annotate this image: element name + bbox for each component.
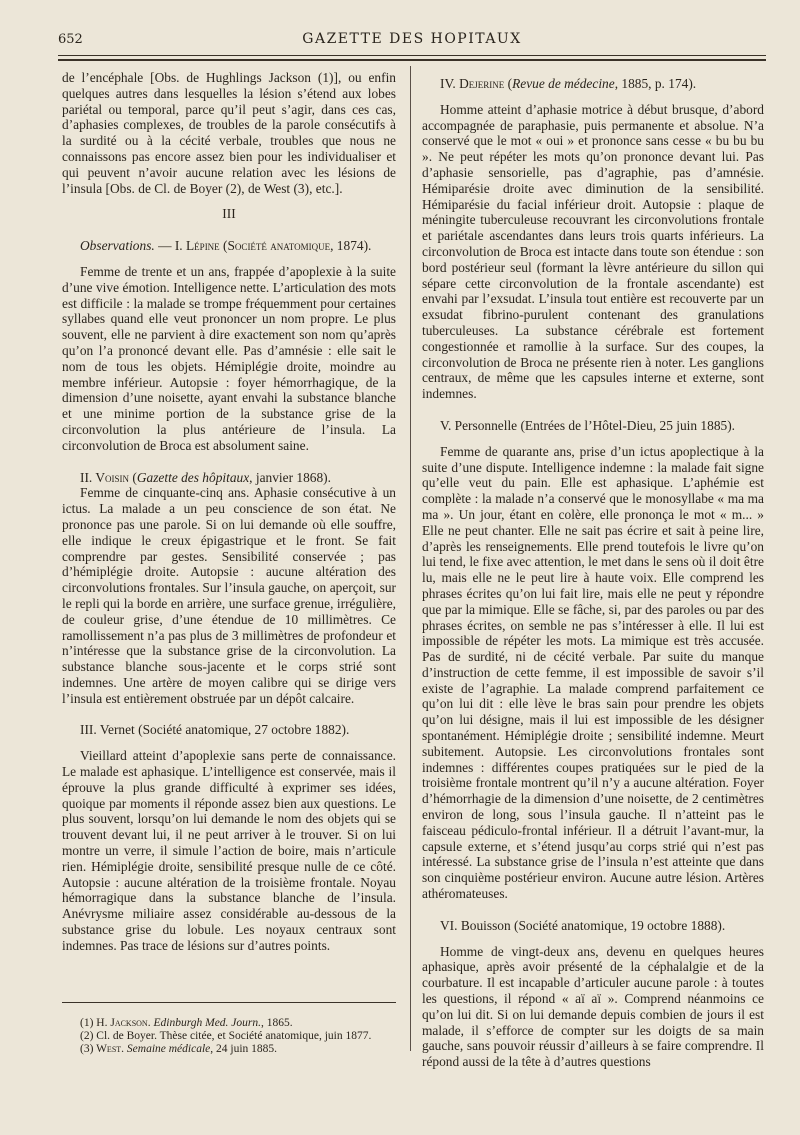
observation-2-body: Femme de cinquante-cinq ans. Aphasie consécutive à un ictus. La malade a un peu conscience de son état. Ne prononce pas une parole. Si on lui demande où elle souffre, elle indique le creux épigastrique et le front. Se fait comprendre par gestes. Sensibilité conservée ; pas d’hémiplégie droite. Autopsie : aucune altération des circonvolutions frontales. Sur l’insula gauche, on aperçoit, sur le repli qui la borde en arrière, une surface grenue, irrégulière, de couleur grise, d’une étendue de 10 millimètres. Ce ramollissement n’a pas plus de 3 millimètres de profondeur et n’intéresse que la substance grise de la circonvolution. La substance blanche sous-jacente et le corps strié sont indemnes. Une artère de moyen calibre qui se dirige vers l’insula est entièrement obstruée par un dépôt calcaire. xyxy=(62,485,396,706)
section-number: III xyxy=(222,206,236,222)
footnote-3: (3) West. Semaine médicale, 24 juin 1885. xyxy=(80,1043,278,1055)
observation-3-heading: III. Vernet (Société anatomique, 27 octobre 1882). xyxy=(80,722,350,738)
observation-1-source: — I. Lépine (Société anatomique, 1874). xyxy=(154,238,372,254)
observation-6-heading: VI. Bouisson (Société anatomique, 19 octobre 1888). xyxy=(440,917,726,933)
observation-4-heading: IV. Dejerine (Revue de médecine, 1885, p. 174). xyxy=(440,76,697,91)
intro-paragraph: de l’encéphale [Obs. de Hughlings Jackson (1)], ou enfin quelques autres dans lesquelles la lésion s’étend aux lobes pariétal ou temporal, parce qu’il peut s’agir, dans ces cas, d’aphasies complexes, de troubles de la parole consécutifs à la surdité ou à la cécité verbale, troubles que nous ne connaissons pas encore assez bien pour les individualiser et qui peuvent n’avoir aucune relation avec les lésions de l’insula [Obs. de Cl. de Boyer (2), de West (3), etc.]. xyxy=(62,70,396,196)
observation-6-body: Homme de vingt-deux ans, devenu en quelques heures aphasique, après avoir présenté de la céphalalgie et de la courbature. Il est incapable d’articuler aucune parole : à toutes les questions, il répond « aï aï ». Comprend néanmoins ce qu’on lui dit. Si on lui demande depuis combien de jours il est malade, il s’efforce de compter sur les doigts de sa main gauche, sans pouvoir réussir d’ailleurs à se faire comprendre. Il répond aussi de la tête à d’autres questions xyxy=(422,943,764,1070)
footnote-1: (1) H. Jackson. Edinburgh Med. Journ., 1865. xyxy=(80,1017,293,1029)
journal-title: GAZETTE DES HOPITAUX xyxy=(302,31,522,47)
observation-3-body: Vieillard atteint d’apoplexie sans perte de connaissance. Le malade est aphasique. L’intelligence est conservée, mais il éprouve la plus grande difficulté à exprimer ses idées, quoique par moments il réponde assez bien aux questions. Le plus souvent, lorsqu’on lui demande le nom des objets qui se trouvent devant lui, il ne peut arriver à le trouver. Si on lui montre un verre, il simule l’action de boire, mais n’articule rien. Hémiplégie droite, sensibilité presque nulle de ce côté. Autopsie : aucune altération de la troisième frontale. Noyau hémorragique dans la substance blanche de l’insula. Anévrysme miliaire assez considérable au-dessous de la substance grise du lobule. Les noyaux centraux sont indemnes. Pas trace de lésions sur d’autres points. xyxy=(62,748,396,953)
observation-4-body: Homme atteint d’aphasie motrice à début brusque, d’abord accompagnée de paraphasie, puis permanente et absolue. N’a conservé que le mot « oui » et prononce sans cesse « bu bu bu ». Ne peut répéter les mots qu’on prononce devant lui. Pas d’aphasie sensorielle, pas d’agraphie, pas d’amnésie. Hémiparésie droite avec diminution de la sensibilité. Hémiparésie du facial inférieur droit. Autopsie : plaque de méningite tuberculeuse recouvrant les circonvolutions frontale et pariétale ascendantes dans leurs trois quarts inférieurs. La circonvolution de Broca est intacte dans toute son étendue : son bord postérieur seul (formant la lèvre antérieure du sillon qui sépare cette circonvolution de la frontale ascendante) est envahi par l’exsudat. L’insula tout entière est recouverte par un exsudat fibrino-purulent contenant des granulations tuberculeuses. La substance cérébrale est fortement congestionnée et ramollie à la surface. Sur des coupes, la circonvolution de Broca ne présente rien à noter. Les ganglions centraux, de même que les capsules interne et externe, sont indemnes. xyxy=(422,101,764,402)
observation-2-heading: II. Voisin (Gazette des hôpitaux, janvier 1868). xyxy=(80,469,331,485)
observation-1-heading xyxy=(62,238,396,254)
footnote-2: (2) Cl. de Boyer. Thèse citée, et Société anatomique, juin 1877. xyxy=(80,1030,372,1042)
right-column xyxy=(422,70,764,1070)
left-column xyxy=(62,70,396,954)
header-rule xyxy=(58,55,766,56)
observation-1-body: Femme de trente et un ans, frappée d’apoplexie à la suite d’une vive émotion. Intelligence nette. L’articulation des mots est difficile : la malade se trompe fréquemment pour certaines syllabes quand elle veut prononcer un nom propre. Le plus souvent, elle ne parvient à dire exactement son nom qu’après qu’on l’a prononcé devant elle. Pas d’amnésie : elle sait le nom de tous les objets. Hémiplégie droite, moindre au membre inférieur. Autopsie : foyer hémorrhagique, de la dimension d’une noisette, ayant envahi la substance blanche et une minime portion de la substance grise de la circonvolution la plus antérieure de l’insula. La circonvolution de Broca est absolument saine. xyxy=(62,263,396,453)
observation-5-heading: V. Personnelle (Entrées de l’Hôtel-Dieu, 25 juin 1885). xyxy=(440,417,736,433)
page-header xyxy=(58,30,766,52)
page-number: 652 xyxy=(58,32,83,47)
column-separator xyxy=(410,66,411,1051)
footnote-rule xyxy=(62,1002,396,1003)
header-double-rule xyxy=(58,59,766,61)
observation-5-body: Femme de quarante ans, prise d’un ictus apoplectique à la suite d’une dispute. Intelligence indemne : la malade fait signe qu’elle veut du pain. Elle est aphasique. L’aphémie est complète : la malade n’a conservé que le monosyllabe « ma ma ma ». Un jour, étant en colère, elle prononça le mot « m... » Elle ne peut chanter. Elle ne sait pas écrire et sait à peine lire, d’après les renseignements. Elle prend toutefois le livre qu’on lui tend, le fixe avec attention, le met dans le sens où il doit être lu, mais elle ne le peut lire à haute voix. Elle comprend les phrases écrites qu’on lui fait lire, mais elle ne peut y répondre que par la mimique. Elle se fâche, si, par des paroles ou par des phrases écrites, on semble ne pas s’intéresser à elle. Il lui est impossible de répéter les mots. La mimique est très accusée. Pas de surdité, ni de cécité verbale. Par suite du manque d’instruction de cette femme, il est impossible de savoir s’il existe de l’agraphie. La malade comprend parfaitement ce qu’on lui dit : elle lève le bras sain pour prendre les objets qu’on lui désigne, mais il lui est impossible de les désigner spontanément. Hémiplégie droite ; sensibilité indemne. Meurt subitement. Autopsie. Les circonvolutions frontales sont indemnes : différentes coupes pratiquées sur le pied de la troisième frontale montrent qu’il n’y a aucune altération. Foyer d’hémorrhagie de la dimension d’une noisette, de 2 centimètres environ de long, sous l’insula gauche. Il n’atteint pas le faisceau pédiculo-frontal inférieur. Il a détruit l’avant-mur, la capsule externe, et s’étend jusqu’au corps strié qui n’est pas intéressé. La substance grise de l’insula n’est atteinte que dans son cinquième postérieur environ. Aucune autre lésion. Artères athéromateuses. xyxy=(422,443,764,902)
observations-label: Observations. xyxy=(80,238,155,254)
